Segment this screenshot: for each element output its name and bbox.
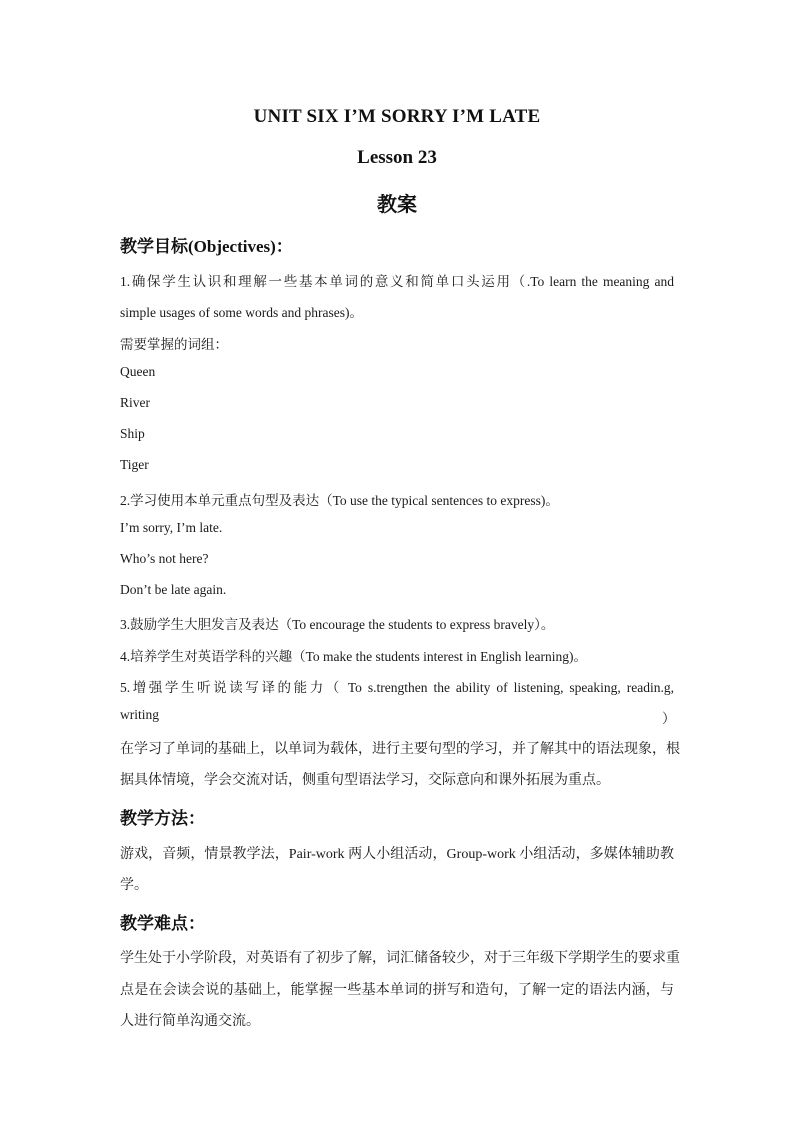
objectives-paragraph-line-1: 在学习了单词的基础上，以单词为载体，进行主要句型的学习，并了解其中的语法现象，根 (120, 742, 680, 757)
difficulties-heading: 教学难点： (120, 914, 205, 933)
difficulties-line-2: 点是在会读会说的基础上，能掌握一些基本单词的拼写和造句，了解一定的语法内涵，与 (120, 983, 674, 998)
sentence-item: Who’s not here? (120, 551, 209, 566)
word-item: Ship (120, 426, 145, 441)
unit-title: UNIT SIX I’M SORRY I’M LATE (253, 106, 541, 127)
word-item: River (120, 395, 150, 410)
objective-2: 2.学习使用本单元重点句型及表达（To use the typical sentences to express)。 (120, 493, 559, 508)
difficulties-line-3: 人进行简单沟通交流。 (120, 1014, 260, 1029)
objective-3: 3.鼓励学生大胆发言及表达（To encourage the students to express bravely）。 (120, 617, 555, 632)
difficulties-line-1: 学生处于小学阶段，对英语有了初步了解，词汇储备较少，对于三年级下学期学生的要求重 (120, 951, 680, 966)
sentence-item: I’m sorry, I’m late. (120, 520, 223, 535)
methods-heading: 教学方法： (120, 809, 205, 828)
objective-5-line-1: 5.增强学生听说读写译的能力（ To s.trengthen the ability of listening, speaking, readin.g, (120, 680, 674, 695)
objectives-heading: 教学目标(Objectives)： (120, 237, 293, 256)
methods-line-2: 学。 (120, 878, 148, 893)
objectives-paragraph-line-2: 据具体情境，学会交流对话，侧重句型语法学习，交际意向和课外拓展为重点。 (120, 773, 610, 788)
words-heading: 需要掌握的词组： (120, 337, 228, 352)
sentence-item: Don’t be late again. (120, 582, 227, 597)
word-item: Tiger (120, 457, 149, 472)
lesson-title: Lesson 23 (357, 147, 437, 168)
objective-1-line-2: simple usages of some words and phrases)。 (120, 305, 363, 320)
objective-4: 4.培养学生对英语学科的兴趣（To make the students interest in English learning)。 (120, 649, 587, 664)
objective-5-line-2: writing (120, 707, 159, 722)
word-item: Queen (120, 364, 156, 379)
closing-paren: ） (662, 711, 676, 726)
objective-1-line-1: 1.确保学生认识和理解一些基本单词的意义和简单口头运用（.To learn the meaning and (120, 274, 674, 289)
methods-line-1: 游戏，音频，情景教学法，Pair-work 两人小组活动，Group-work 小组活动，多媒体辅助教 (120, 847, 674, 862)
doc-subtitle: 教案 (377, 194, 417, 216)
